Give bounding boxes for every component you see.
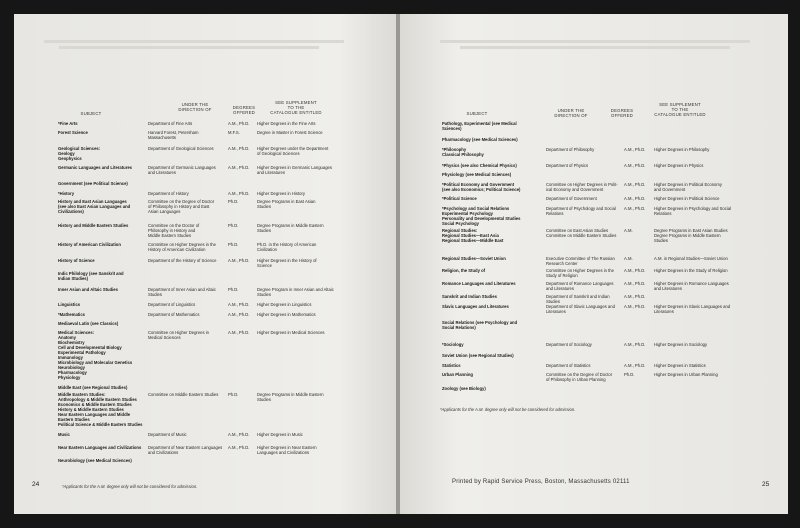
row-supplement: Higher Degrees in Romance Languages and Literatures	[654, 281, 729, 291]
row-degrees: A.M., Ph.D.	[228, 121, 250, 126]
printer-credit: Printed by Rapid Service Press, Boston, Massachusetts 02111	[452, 479, 630, 485]
row-subject: Physiology (see Medical Sciences)	[442, 172, 512, 177]
row-supplement: Higher Degrees under the Department of Geological Sciences	[257, 146, 329, 156]
row-degrees: A.M., Ph.D.	[228, 445, 250, 450]
row-degrees: A.M., Ph.D.	[624, 268, 646, 273]
row-supplement: Higher Degrees in Slavic Languages and Literatures	[654, 304, 731, 314]
row-subject: Romance Languages and Literatures	[442, 281, 516, 286]
row-direction: Committee on the Doctor of Philosophy in History and Middle Eastern Studies	[148, 223, 200, 238]
row-subject: Near Eastern Languages and Civilizations	[58, 445, 142, 450]
row-subject: Zoology (see Biology)	[442, 386, 486, 391]
row-direction: Harvard Forest, Petersham Massachusetts	[148, 130, 199, 140]
row-degrees: Ph.D.	[228, 242, 239, 247]
row-subject: Mediaeval Latin (see Classics)	[58, 321, 119, 326]
row-degrees: Ph.D.	[228, 223, 239, 228]
row-subject: Statistics	[442, 363, 461, 368]
row-degrees: A.M., Ph.D.	[624, 304, 646, 309]
header-supplement: SEE SUPPLEMENT TO THE CATALOGUE ENTITLED	[270, 100, 322, 115]
row-supplement: Higher Degrees in Political Economy and Government	[654, 182, 722, 192]
footnote: *Applicants for the A.M. degree only will not be considered for admission.	[440, 407, 576, 412]
row-direction: Department of Sociology	[546, 342, 592, 347]
right-page	[400, 14, 788, 514]
row-direction: Committee on Middle Eastern Studies	[148, 392, 219, 397]
row-subject: Forest Science	[58, 130, 88, 135]
header-direction: UNDER THE DIRECTION OF	[178, 102, 212, 112]
row-supplement: Higher Degrees in Psychology and Social Relations	[654, 206, 732, 216]
row-degrees: A.M., Ph.D.	[624, 281, 646, 286]
row-direction: Department of Slavic Languages and Literatures	[546, 304, 615, 314]
row-subject: Linguistics	[58, 302, 81, 307]
row-supplement: Degree Programs in Middle Eastern Studies	[257, 223, 324, 233]
row-direction: Department of the History of Science	[148, 258, 217, 263]
row-subject: *Fine Arts	[58, 121, 78, 126]
row-degrees: Ph.D.	[228, 287, 239, 292]
row-supplement: Higher Degrees in Physics	[654, 163, 704, 168]
row-direction: Committee on the Degree of Doctor of Philosophy in Urban Planning	[546, 372, 613, 382]
row-degrees: A.M., Ph.D.	[624, 363, 646, 368]
row-direction: Department of Romance Languages and Literatures	[546, 281, 614, 291]
row-degrees: A.M., Ph.D.	[624, 206, 646, 211]
row-degrees: A.M., Ph.D.	[228, 330, 250, 335]
row-subject: Social Relations (see Psychology and Social Relations)	[442, 320, 518, 330]
row-direction: Committee on Higher Degrees in the Study of Religion	[546, 268, 614, 278]
row-subject: *History	[58, 191, 75, 196]
row-direction: Committee on Higher Degrees in the History of American Civilization	[148, 242, 216, 252]
book-spread	[14, 14, 788, 514]
row-subject: *Political Economy and Government (see also Economics; Political Science)	[442, 182, 521, 192]
row-degrees: A.M., Ph.D.	[624, 196, 646, 201]
row-supplement: Higher Degrees in Mathematics	[257, 312, 316, 317]
row-subject: Religion, the Study of	[442, 268, 486, 273]
row-supplement: Higher Degrees in Linguistics	[257, 302, 312, 307]
row-supplement: Higher Degrees in Near Eastern Languages and Civilizations	[257, 445, 317, 455]
row-subject: History and East Asian Languages (see also East Asian Languages and Civilizations)	[58, 199, 131, 214]
row-supplement: Higher Degrees in Medical Sciences	[257, 330, 325, 335]
row-subject: History of American Civilization	[58, 242, 121, 247]
header-degrees: DEGREES OFFERED	[610, 108, 634, 118]
row-direction: Committee on Higher Degrees in Polit- ical Economy and Government	[546, 182, 618, 192]
row-subject: History and Middle Eastern Studies	[58, 223, 129, 228]
row-degrees: A.M., Ph.D.	[228, 258, 250, 263]
row-supplement: Degree Program in Inner Asian and Altaic Studies	[257, 287, 334, 297]
page-number: 25	[762, 481, 770, 488]
row-direction: Department of Germanic Languages and Literatures	[148, 165, 216, 175]
row-subject: Medical Sciences: Anatomy Biochemistry Cell and Developmental Biology Experimental Pathology Immunology Microbiology and Molecular Genetics Neurobiology Pharmacology Physiology	[58, 330, 133, 380]
header-supplement: SEE SUPPLEMENT TO THE CATALOGUE ENTITLED	[654, 102, 706, 117]
row-subject: *Physics (see also Chemical Physics)	[442, 163, 517, 168]
row-degrees: Ph.D.	[624, 372, 635, 377]
row-subject: *Sociology	[442, 342, 464, 347]
row-subject: Urban Planning	[442, 372, 473, 377]
row-subject: Regional Studies—Soviet Union	[442, 256, 506, 261]
header-direction: UNDER THE DIRECTION OF	[554, 108, 588, 118]
row-degrees: A.M., Ph.D.	[624, 163, 646, 168]
show-through-line	[460, 46, 730, 49]
row-supplement: Degree Programs in East Asian Studies	[257, 199, 316, 209]
row-degrees: A.M., Ph.D.	[624, 342, 646, 347]
row-subject: Middle Eastern Studies: Anthropology & Middle Eastern Studies Economics & Middle Eastern Studies History & Middle Eastern Studies Near Eastern Languages and Middle Eastern Studies Political Science & Middle Eastern Studies	[58, 392, 143, 427]
row-supplement: Degree in Master in Forest Science	[257, 130, 323, 135]
row-supplement: Higher Degrees in the History of Science	[257, 258, 317, 268]
row-degrees: A.M., Ph.D.	[228, 302, 250, 307]
row-degrees: A.M., Ph.D.	[624, 182, 646, 187]
row-direction: Department of Music	[148, 432, 187, 437]
row-supplement: Degree Programs in Middle Eastern Studies	[257, 392, 324, 402]
row-direction: Department of Inner Asian and Altaic Studies	[148, 287, 216, 297]
row-supplement: Higher Degrees in Statistics	[654, 363, 706, 368]
row-direction: Department of Geological Sciences	[148, 146, 214, 151]
row-subject: *Philosophy Classical Philosophy	[442, 147, 484, 157]
row-degrees: A.M., Ph.D.	[228, 146, 250, 151]
row-subject: Neurobiology (see Medical Sciences)	[58, 458, 132, 463]
row-subject: Pathology, Experimental (see Medical Sciences)	[442, 121, 517, 131]
row-supplement: Higher Degrees in Urban Planning	[654, 372, 718, 377]
row-direction: Committee on the Degree of Doctor of Philosophy in History and East Asian Languages	[148, 199, 215, 214]
row-supplement: Degree Programs in East Asian Studies Degree Programs in Middle Eastern Studies	[654, 228, 728, 243]
row-supplement: Higher Degrees in Political Science	[654, 196, 720, 201]
row-subject: Indic Philology (see Sanskrit and Indian Studies)	[58, 271, 124, 281]
row-degrees: A.M., Ph.D.	[228, 432, 250, 437]
row-degrees: Ph.D.	[228, 392, 239, 397]
row-supplement: Ph.D. in the History of American Civilization	[257, 242, 317, 252]
row-direction: Committee on East Asian Studies Committee on Middle Eastern Studies	[546, 228, 617, 238]
row-direction: Department of Sanskrit and Indian Studies	[546, 294, 610, 304]
row-subject: History of Science	[58, 258, 95, 263]
header-subject: SUBJECT	[80, 111, 102, 116]
row-direction: Department of Psychology and Social Relations	[546, 206, 616, 216]
row-supplement: Higher Degrees in Germanic Languages and Literatures	[257, 165, 332, 175]
row-subject: *Mathematics	[58, 312, 85, 317]
row-degrees: A.M., Ph.D.	[624, 294, 646, 299]
row-degrees: A.M., Ph.D.	[624, 147, 646, 152]
show-through-line	[59, 46, 319, 49]
header-degrees: DEGREES OFFERED	[232, 105, 256, 115]
footnote: *Applicants for the A.M. degree only will not be considered for admission.	[62, 484, 198, 489]
row-supplement: Higher Degrees in the Fine Arts	[257, 121, 316, 126]
row-subject: Middle East (see Regional Studies)	[58, 385, 128, 390]
row-degrees: Ph.D.	[228, 199, 239, 204]
row-subject: Soviet Union (see Regional Studies)	[442, 353, 514, 358]
row-degrees: A.M., Ph.D.	[228, 191, 250, 196]
row-subject: Inner Asian and Altaic Studies	[58, 287, 118, 292]
row-degrees: A.M., Ph.D.	[228, 312, 250, 317]
row-supplement: Higher Degrees in Philosophy	[654, 147, 710, 152]
row-subject: *Political Science	[442, 196, 477, 201]
row-subject: Germanic Languages and Literatures	[58, 165, 133, 170]
row-subject: Regional Studies: Regional Studies—East Asia Regional Studies—Middle East	[442, 228, 504, 243]
left-page	[14, 14, 396, 514]
row-degrees: A.M.	[624, 256, 633, 261]
row-supplement: Higher Degrees in Sociology	[654, 342, 708, 347]
row-direction: Executive Committee of The Russian Research Center	[546, 256, 615, 266]
row-direction: Department of Philosophy	[546, 147, 595, 152]
header-subject: SUBJECT	[466, 111, 488, 116]
row-degrees: M.F.S.	[228, 130, 240, 135]
row-direction: Department of Physics	[546, 163, 589, 168]
row-direction: Department of Fine Arts	[148, 121, 193, 126]
row-subject: Government (see Political Science)	[58, 181, 128, 186]
show-through-line	[44, 40, 344, 43]
row-subject: Pharmacology (see Medical Sciences)	[442, 137, 518, 142]
row-supplement: Higher Degrees in Music	[257, 432, 303, 437]
page-number: 24	[32, 481, 40, 488]
row-direction: Department of Mathematics	[148, 312, 200, 317]
row-subject: Music	[58, 432, 70, 437]
row-direction: Department of Government	[546, 196, 597, 201]
row-direction: Committee on Higher Degrees in Medical Sciences	[148, 330, 209, 340]
row-subject: Sanskrit and Indian Studies	[442, 294, 497, 299]
row-direction: Department of Linguistics	[148, 302, 196, 307]
row-supplement: Higher Degrees in the Study of Religion	[654, 268, 728, 273]
row-subject: Slavic Languages and Literatures	[442, 304, 509, 309]
row-degrees: A.M.	[624, 228, 633, 233]
row-subject: *Psychology and Social Relations Experimental Psychology Personality and Developmental Studies Social Psychology	[442, 206, 521, 226]
row-degrees: A.M., Ph.D.	[228, 165, 250, 170]
row-supplement: A.M. in Regional Studies—Soviet Union	[654, 256, 728, 261]
row-direction: Department of Near Eastern Languages and Civilizations	[148, 445, 223, 455]
show-through-line	[440, 40, 750, 43]
row-direction: Department of History	[148, 191, 189, 196]
row-supplement: Higher Degrees in History	[257, 191, 305, 196]
row-direction: Department of Statistics	[546, 363, 591, 368]
row-subject: Geological Sciences: Geology Geophysics	[58, 146, 101, 161]
